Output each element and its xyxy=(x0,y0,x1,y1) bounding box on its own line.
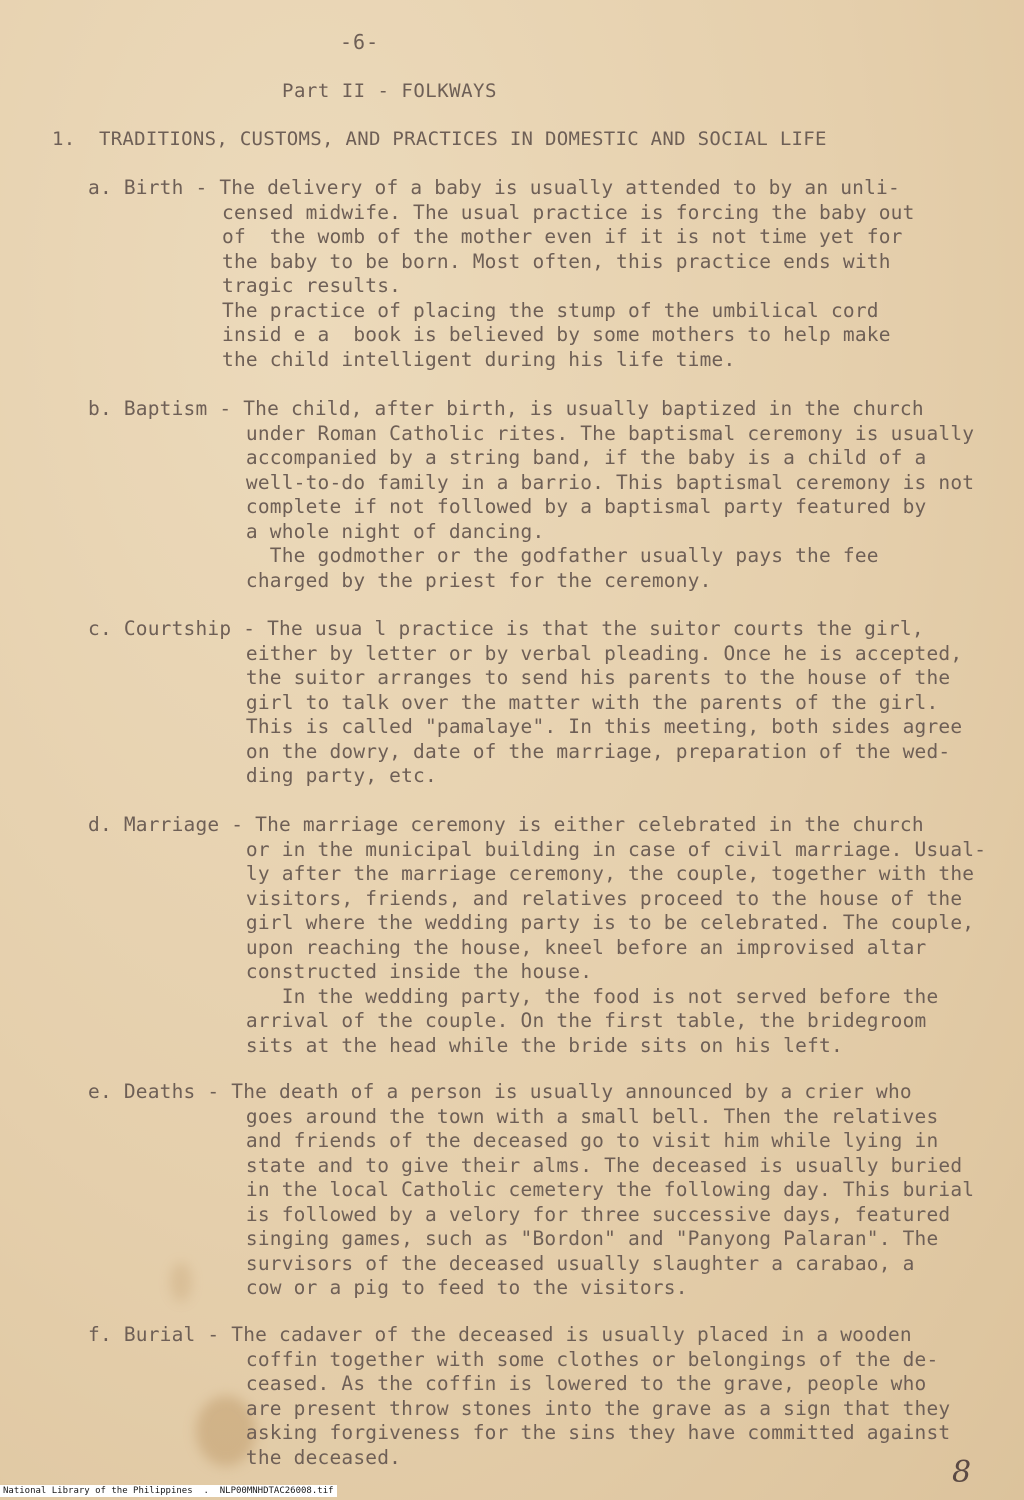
entry-text-line: upon reaching the house, kneel before an improvised altar xyxy=(222,935,927,959)
entry-heading-line: e. Deaths - The death of a person is usually announced by a crier who xyxy=(88,1080,912,1103)
entry-text-line: visitors, friends, and relatives proceed to the house of the xyxy=(222,886,963,910)
entry-text-line: is followed by a velory for three successive days, featured xyxy=(222,1202,951,1226)
entry-text-line: complete if not followed by a baptismal party featured by xyxy=(222,495,927,518)
entry-text-line: and friends of the deceased go to visit him while lying in xyxy=(222,1129,939,1152)
entry-text-line: singing games, such as "Bordon" and "Panyong Palaran". The xyxy=(222,1227,939,1250)
entry-text-line: survisors of the deceased usually slaughter a carabao, a xyxy=(222,1251,915,1275)
entry-text-line: either by letter or by verbal pleading. Once he is accepted, xyxy=(222,641,963,665)
entry-text-line: cow or a pig to feed to the visitors. xyxy=(222,1276,688,1299)
entry-text-line: the suitor arranges to send his parents to the house of the xyxy=(222,666,951,689)
entry-text-line: on the dowry, date of the marriage, preparation of the wed- xyxy=(222,739,951,763)
entry-text-line: ding party, etc. xyxy=(222,764,437,787)
entry-text-line: tragic results. xyxy=(222,274,402,297)
entry-text-line: of the womb of the mother even if it is not time yet for xyxy=(222,225,903,248)
entry-heading-line: b. Baptism - The child, after birth, is usually baptized in the church xyxy=(88,397,924,420)
entry-text-line: coffin together with some clothes or belongings of the de- xyxy=(222,1347,939,1371)
entry-text-line: This is called "pamalaye". In this meeting, both sides agree xyxy=(222,715,963,738)
entry-text-line: the child intelligent during his life time. xyxy=(222,347,736,371)
entry-text-line: accompanied by a string band, if the baby is a child of a xyxy=(222,446,927,469)
entry-text-line: the deceased. xyxy=(222,1445,402,1469)
section-title: 1. TRADITIONS, CUSTOMS, AND PRACTICES IN DOMESTIC AND SOCIAL LIFE xyxy=(52,128,827,150)
entry-text-line: constructed inside the house. xyxy=(222,960,593,983)
entry-text-line: are present throw stones into the grave as a sign that they xyxy=(222,1396,951,1420)
entry-text-line: girl to talk over the matter with the parents of the girl. xyxy=(222,690,939,714)
entry-text-line: in the local Catholic cemetery the following day. This burial xyxy=(222,1178,975,1201)
entry-text-line: ly after the marriage ceremony, the couple, together with the xyxy=(222,862,975,885)
entry-text-line: sits at the head while the bride sits on his left. xyxy=(222,1033,843,1057)
entry-text-line: girl where the wedding party is to be celebrated. The couple, xyxy=(222,911,975,934)
entry-heading-line: a. Birth - The delivery of a baby is usually attended to by an unli- xyxy=(88,176,900,199)
entry-heading-line: f. Burial - The cadaver of the deceased is usually placed in a wooden xyxy=(88,1323,912,1346)
entry-heading-line: d. Marriage - The marriage ceremony is either celebrated in the church xyxy=(88,813,924,836)
entry-text-line: state and to give their alms. The deceased is usually buried xyxy=(222,1153,963,1177)
entry-text-line: goes around the town with a small bell. Then the relatives xyxy=(222,1104,939,1128)
entry-text-line: under Roman Catholic rites. The baptismal ceremony is usually xyxy=(222,421,975,445)
entry-text-line: a whole night of dancing. xyxy=(222,519,545,543)
entry-text-line: or in the municipal building in case of civil marriage. Usual- xyxy=(222,837,987,861)
entry-text-line: In the wedding party, the food is not served before the xyxy=(222,984,939,1008)
entry-text-line: the baby to be born. Most often, this practice ends with xyxy=(222,249,891,273)
archive-footer: National Library of the Philippines . NLP00MNHDTAC26008.tif xyxy=(0,1485,337,1497)
entry-text-line: asking forgiveness for the sins they have committed against xyxy=(222,1421,951,1444)
entry-text-line: censed midwife. The usual practice is forcing the baby out xyxy=(222,200,915,224)
entry-heading-line: c. Courtship - The usua l practice is that the suitor courts the girl, xyxy=(88,617,924,640)
entry-text-line: arrival of the couple. On the first table, the bridegroom xyxy=(222,1009,927,1032)
paper-stain xyxy=(170,1262,192,1302)
handwritten-page-mark: 8 xyxy=(952,1455,972,1490)
entry-text-line: well-to-do family in a barrio. This baptismal ceremony is not xyxy=(222,470,975,494)
entry-text-line: The practice of placing the stump of the umbilical cord xyxy=(222,298,879,322)
page-number: -6- xyxy=(340,30,380,54)
part-title: Part II - FOLKWAYS xyxy=(282,80,497,102)
entry-text-line: The godmother or the godfather usually pays the fee xyxy=(222,544,879,567)
entry-text-line: insid e a book is believed by some mothers to help make xyxy=(222,323,891,346)
entry-text-line: charged by the priest for the ceremony. xyxy=(222,568,712,592)
entry-text-line: ceased. As the coffin is lowered to the grave, people who xyxy=(222,1372,927,1395)
